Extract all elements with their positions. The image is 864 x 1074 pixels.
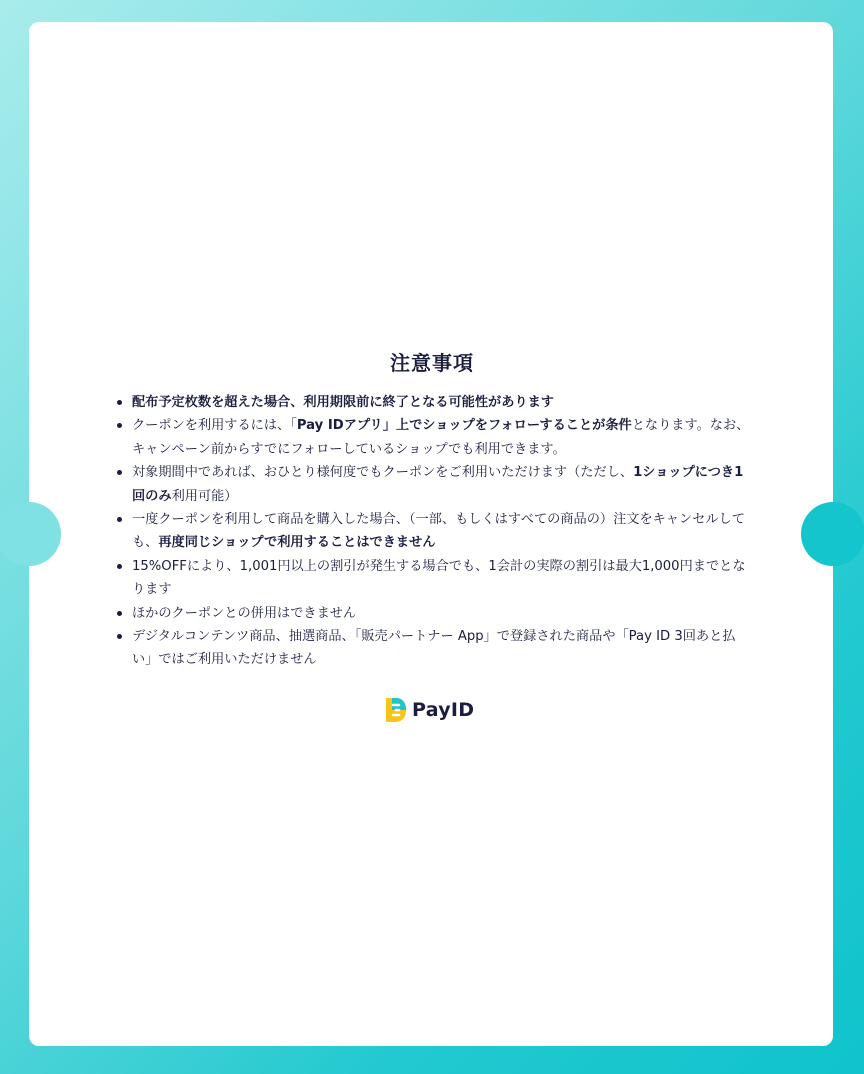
notice-item-emphasis: 配布予定枚数を超えた場合、利用期限前に終了となる可能性があります [132,395,554,410]
notice-item-text: 15%OFFにより、1,001円以上の割引が発生する場合でも、1会計の実際の割引は最大1,000円までとなります [132,558,746,598]
notice-item-text: 利用可能） [171,488,238,504]
notice-item-emphasis: 1ショップにつき1回のみ [132,465,744,504]
notice-item [114,508,754,555]
notice-item [114,555,754,602]
notice-item-text: となります。なお、キャンペーン前からすでにフォローしているショップでも利用できます。 [132,418,750,457]
ticket-notch-right [801,502,864,566]
payid-logo [384,696,474,724]
notice-title: 注意事項 [390,351,474,375]
notice-item [114,461,754,508]
notice-item-text: デジタルコンテンツ商品、抽選商品、「販売パートナー App」で登録された商品や「Pay ID 3回あと払い」ではご利用いただけません [132,629,736,668]
notice-item [114,391,754,414]
notice-item-emphasis: 再度同じショップで利用することはできません [158,535,436,551]
notice-item-text: 一度クーポンを利用して商品を購入した場合、（一部、もしくはすべての商品の）注文をキャンセルしても、 [132,512,745,551]
notice-list [114,391,754,672]
payid-logo-text: PayID [412,699,475,721]
ticket-notch-left [0,502,61,566]
notice-item-emphasis: Pay IDアプリ」上でショップをフォローすることが条件 [296,418,632,434]
notice-item [114,625,754,672]
notice-item [114,602,754,625]
notice-item-text: 対象期間中であれば、おひとり様何度でもクーポンをご利用いただけます（ただし、 [132,465,634,481]
notice-item [114,414,754,461]
notice-item-text: ほかのクーポンとの併用はできません [132,605,357,621]
notice-item-text: クーポンを利用するには、「 [132,418,297,434]
payid-logo-icon [384,697,408,723]
